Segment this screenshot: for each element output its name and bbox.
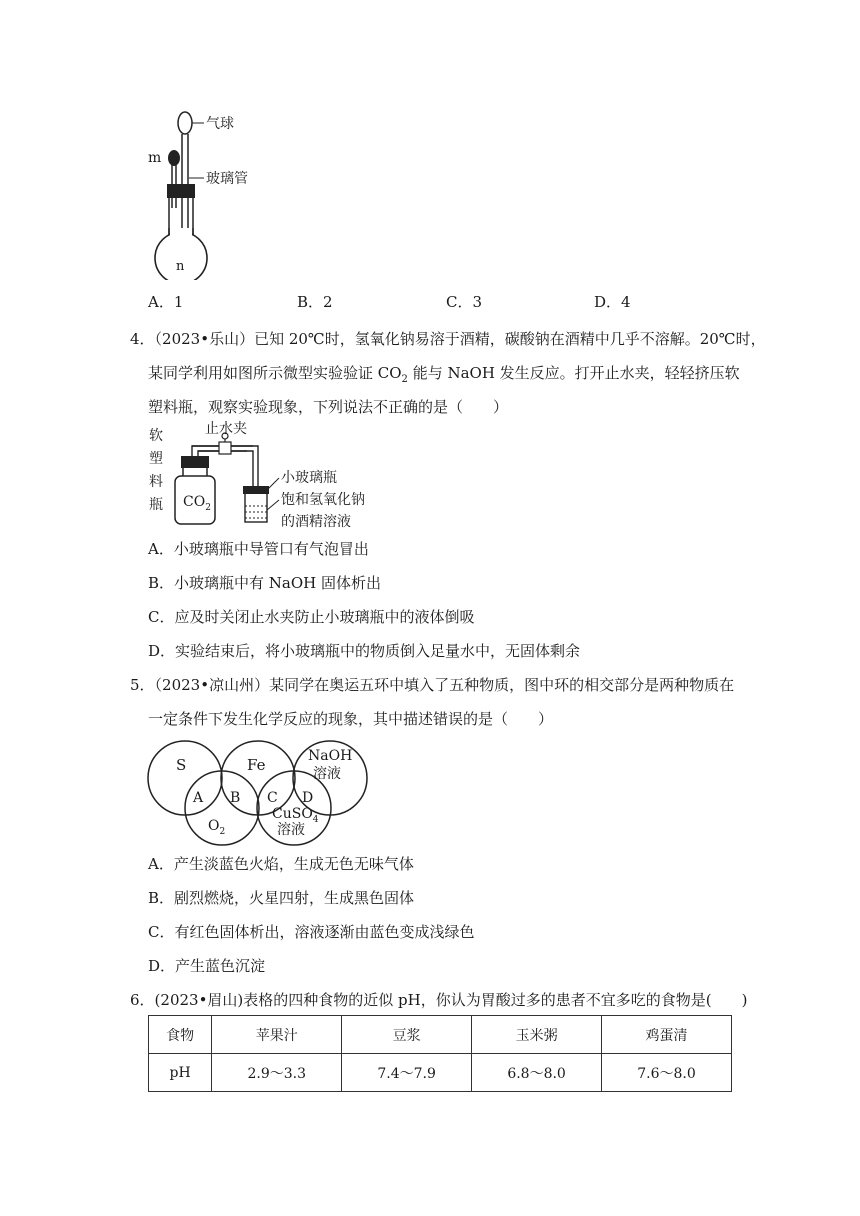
q4-clamp-label: 止水夹 bbox=[205, 421, 247, 437]
table-row bbox=[149, 1054, 732, 1092]
table-cell: 6.8～8.0 bbox=[472, 1054, 602, 1092]
label-balloon: 气球 bbox=[206, 116, 234, 132]
q5-option-c: C．有红色固体析出，溶液逐渐由蓝色变成浅绿色 bbox=[148, 923, 475, 941]
q6-ph-table bbox=[148, 1015, 732, 1092]
q4-option-a: A．小玻璃瓶中导管口有气泡冒出 bbox=[148, 540, 369, 558]
q3-option-a: A．1 bbox=[148, 293, 184, 311]
ring-o2-label: $O_2$ bbox=[208, 818, 226, 837]
q4-stem-line2 bbox=[148, 363, 740, 390]
table-cell: 豆浆 bbox=[342, 1016, 472, 1054]
label-n: n bbox=[176, 259, 185, 274]
q4-bottle-char-1: 软 bbox=[149, 428, 163, 444]
q5-option-b: B．剧烈燃烧，火星四射，生成黑色固体 bbox=[148, 889, 415, 907]
ring-naoh-sol: 溶液 bbox=[313, 766, 341, 782]
table-cell: 7.6～8.0 bbox=[602, 1054, 732, 1092]
q6-stem-line1: 6．(2023•眉山)表格的四种食物的近似 pH，你认为胃酸过多的患者不宜多吃的食物是( ) bbox=[130, 991, 748, 1009]
q5-olympic-rings-figure bbox=[140, 738, 380, 848]
ring-fe-label: Fe bbox=[247, 756, 266, 774]
table-cell: pH bbox=[149, 1054, 212, 1092]
ring-s-label: S bbox=[176, 756, 187, 774]
label-tube: 玻璃管 bbox=[206, 171, 248, 187]
q5-option-a: A．产生淡蓝色火焰，生成无色无味气体 bbox=[148, 855, 414, 873]
table-cell: 食物 bbox=[149, 1016, 212, 1054]
ring-cuso4-sol: 溶液 bbox=[277, 822, 305, 838]
q4-apparatus-figure bbox=[145, 418, 405, 533]
q4-stem-line1: 4．（2023•乐山）已知 20℃时，氢氧化钠易溶于酒精，碳酸钠在酒精中几乎不溶解。20℃时， bbox=[130, 330, 766, 348]
intersect-a: A bbox=[193, 790, 204, 806]
table-cell: 苹果汁 bbox=[212, 1016, 342, 1054]
q4-stem-line2-pre: 某同学利用如图所示微型实验验证 CO bbox=[148, 364, 402, 382]
q3-option-b: B．2 bbox=[297, 293, 333, 311]
q3-option-d: D．4 bbox=[594, 293, 631, 311]
q4-bottle-char-4: 瓶 bbox=[149, 497, 163, 513]
q3-option-c: C．3 bbox=[446, 293, 483, 311]
q4-stem-line2-sub: 2 bbox=[401, 374, 408, 385]
q4-stem-line3: 塑料瓶，观察实验现象，下列说法不正确的是（ ） bbox=[148, 398, 509, 416]
table-cell: 7.4～7.9 bbox=[342, 1054, 472, 1092]
q4-bottle-char-3: 料 bbox=[149, 474, 163, 490]
q5-option-d: D．产生蓝色沉淀 bbox=[148, 957, 266, 975]
table-row bbox=[149, 1016, 732, 1054]
q4-solution-label-2: 的酒精溶液 bbox=[281, 514, 351, 530]
q4-option-c: C．应及时关闭止水夹防止小玻璃瓶中的液体倒吸 bbox=[148, 608, 475, 626]
q4-stem-line2-post: 能与 NaOH 发生反应。打开止水夹，轻轻挤压软 bbox=[407, 364, 740, 382]
q4-co2-label: $CO_2$ bbox=[183, 494, 211, 513]
q3-apparatus-figure bbox=[140, 108, 300, 280]
intersect-c: C bbox=[267, 790, 278, 806]
q4-bottle-char-2: 塑 bbox=[149, 451, 163, 467]
q4-small-bottle-label: 小玻璃瓶 bbox=[281, 470, 337, 486]
label-m: m bbox=[148, 150, 162, 166]
balloon-shape bbox=[178, 112, 192, 134]
q4-solution-label-1: 饱和氢氧化钠 bbox=[281, 492, 365, 508]
q5-stem-line1: 5．（2023•凉山州）某同学在奥运五环中填入了五种物质，图中环的相交部分是两种物质在 bbox=[130, 676, 735, 694]
table-cell: 玉米粥 bbox=[472, 1016, 602, 1054]
q4-option-b: B．小玻璃瓶中有 NaOH 固体析出 bbox=[148, 574, 382, 592]
table-cell: 2.9～3.3 bbox=[212, 1054, 342, 1092]
intersect-d: D bbox=[302, 790, 314, 806]
q5-stem-line2: 一定条件下发生化学反应的现象，其中描述错误的是（ ） bbox=[148, 710, 554, 728]
ring-naoh-label: NaOH bbox=[308, 748, 353, 764]
q4-option-d: D．实验结束后，将小玻璃瓶中的物质倒入足量水中，无固体剩余 bbox=[148, 642, 581, 660]
table-cell: 鸡蛋清 bbox=[602, 1016, 732, 1054]
ring-cuso4-label: CuSO$_4$ bbox=[272, 806, 319, 825]
intersect-b: B bbox=[230, 790, 241, 806]
